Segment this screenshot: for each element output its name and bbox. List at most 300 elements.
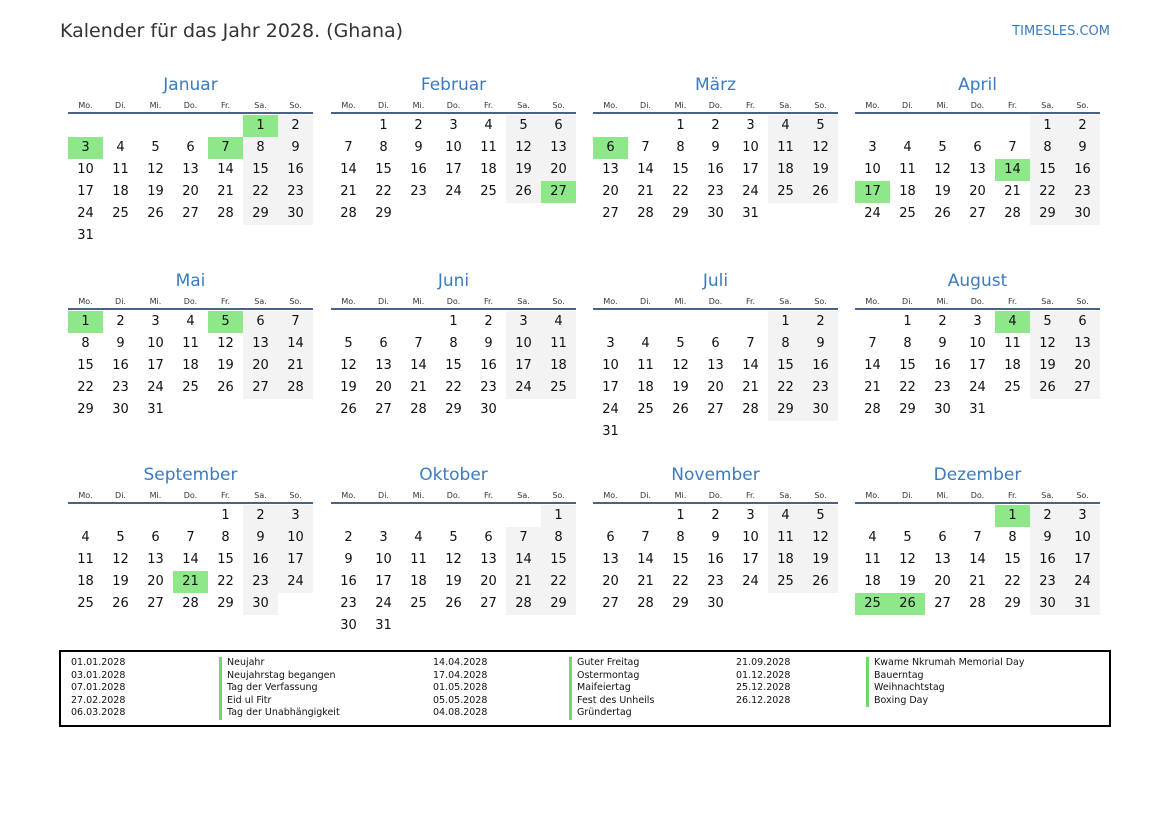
day-cell: 9 [344,552,353,567]
weekday-label: So. [552,101,565,110]
day-cell: 10 [445,140,462,155]
day-cell: 5 [938,140,947,155]
day-cell: 22 [445,380,462,395]
day-cell: 8 [1008,530,1017,545]
legend-holiday-name: Tag der Unabhängigkeit [219,707,340,720]
day-cell: 17 [602,380,619,395]
weekday-label: Di. [115,101,126,110]
empty-cell [103,115,138,137]
day-cell: 12 [217,336,234,351]
day-cell: 18 [182,358,199,373]
weekday-label: So. [289,297,302,306]
day-cell: 12 [340,358,357,373]
day-cell: 7 [1008,140,1017,155]
day-cell: 25 [541,377,576,399]
day-cell: 4 [541,311,576,333]
weekday-label: So. [1076,491,1089,500]
weekday-label: So. [1076,297,1089,306]
day-cell: 25 [182,380,199,395]
weekday-label: Sa. [517,297,530,306]
day-cell: 4 [868,530,877,545]
empty-cell [68,115,103,137]
weekday-header [68,488,313,504]
legend-holiday-name: Bauerntag [866,670,1024,683]
day-cell: 20 [182,184,199,199]
day-cell: 21 [278,355,313,377]
day-cell: 21 [1004,184,1021,199]
day-grid [855,310,1100,421]
day-cell: 27 [602,596,619,611]
day-cell: 17 [742,552,759,567]
day-cell: 24 [278,571,313,593]
weekday-label: Mi. [412,101,425,110]
day-cell: 22 [217,574,234,589]
day-cell: 30 [112,402,129,417]
day-cell: 30 [934,402,951,417]
day-cell: 17 [77,184,94,199]
empty-cell [960,115,995,137]
day-cell: 26 [112,596,129,611]
day-cell: 11 [480,140,497,155]
day-cell: 22 [243,181,278,203]
day-cell: 4 [81,530,90,545]
weekday-label: Fr. [483,101,494,110]
day-cell: 16 [278,159,313,181]
holiday-day-cell: 7 [208,137,243,159]
day-cell: 26 [672,402,689,417]
empty-cell [331,115,366,137]
day-cell: 2 [278,115,313,137]
day-cell: 20 [147,574,164,589]
month-name: Dezember [933,465,1022,485]
day-cell: 21 [217,184,234,199]
day-cell: 6 [541,115,576,137]
day-cell: 5 [151,140,160,155]
month-name: Juni [437,271,470,291]
weekday-label: Do. [970,491,985,500]
empty-cell [138,115,173,137]
legend-date: 26.12.2028 [736,694,791,706]
day-cell: 14 [340,162,357,177]
day-cell: 10 [969,336,986,351]
day-cell: 8 [81,336,90,351]
day-cell: 8 [676,530,685,545]
day-cell: 15 [672,162,689,177]
day-cell: 4 [116,140,125,155]
weekday-label: Fr. [483,491,494,500]
holiday-day-cell: 26 [890,593,925,615]
day-cell: 19 [672,380,689,395]
weekday-label: Do. [708,297,723,306]
weekday-label: So. [814,491,827,500]
day-cell: 21 [410,380,427,395]
day-cell: 19 [112,574,129,589]
day-cell: 11 [1004,336,1021,351]
day-cell: 11 [410,552,427,567]
month-name: August [947,271,1008,291]
day-cell: 16 [707,162,724,177]
day-cell: 2 [344,530,353,545]
day-cell: 10 [602,358,619,373]
day-cell: 26 [147,206,164,221]
month-name: Mai [175,271,206,291]
day-cell: 8 [221,530,230,545]
day-cell: 21 [864,380,881,395]
day-cell: 9 [938,336,947,351]
day-cell: 9 [711,140,720,155]
month-6 [331,268,576,421]
day-cell: 15 [768,355,803,377]
day-grid [593,310,838,443]
day-cell: 20 [934,574,951,589]
day-grid [68,310,313,421]
legend-dates-col-2 [433,657,487,720]
day-cell: 13 [1065,333,1100,355]
day-cell: 23 [803,377,838,399]
weekday-label: So. [814,101,827,110]
day-cell: 25 [112,206,129,221]
day-cell: 15 [445,358,462,373]
empty-cell [995,115,1030,137]
day-cell: 13 [602,552,619,567]
weekday-label: Fr. [220,297,231,306]
weekday-label: Mo. [78,297,93,306]
legend-holiday-name: Boxing Day [866,695,1024,708]
legend-holiday-name: Fest des Unheils [569,695,654,708]
legend-holiday-name: Tag der Verfassung [219,682,340,695]
day-cell: 28 [340,206,357,221]
day-cell: 13 [243,333,278,355]
day-cell: 25 [77,596,94,611]
day-cell: 3 [746,118,755,133]
weekday-label: Mi. [674,491,687,500]
day-cell: 29 [899,402,916,417]
day-cell: 16 [707,552,724,567]
day-cell: 31 [742,206,759,221]
day-cell: 29 [375,206,392,221]
weekday-label: Mo. [865,297,880,306]
day-cell: 18 [77,574,94,589]
day-cell: 22 [672,574,689,589]
day-cell: 24 [506,377,541,399]
day-cell: 11 [541,333,576,355]
day-grid [68,504,313,615]
day-cell: 5 [1030,311,1065,333]
weekday-label: Fr. [745,491,756,500]
day-cell: 1 [1030,115,1065,137]
day-cell: 1 [768,311,803,333]
day-cell: 19 [1030,355,1065,377]
day-cell: 1 [379,118,388,133]
day-cell: 18 [899,184,916,199]
empty-cell [628,505,663,527]
day-cell: 1 [676,118,685,133]
legend-holiday-name: Maifeiertag [569,682,654,695]
day-grid [331,310,576,421]
day-cell: 31 [602,424,619,439]
day-cell: 21 [340,184,357,199]
day-cell: 31 [147,402,164,417]
legend-holiday-name: Eid ul Fitr [219,695,340,708]
empty-cell [663,311,698,333]
day-cell: 7 [414,336,423,351]
day-cell: 7 [868,336,877,351]
day-cell: 5 [344,336,353,351]
day-grid [855,114,1100,225]
day-cell: 25 [768,181,803,203]
day-cell: 29 [1004,596,1021,611]
weekday-label: Mo. [78,491,93,500]
day-cell: 4 [414,530,423,545]
day-cell: 6 [973,140,982,155]
legend-holiday-name: Neujahrstag begangen [219,670,340,683]
day-cell: 27 [375,402,392,417]
day-cell: 18 [112,184,129,199]
empty-cell [890,505,925,527]
day-cell: 23 [410,184,427,199]
empty-cell [506,505,541,527]
day-cell: 1 [903,314,912,329]
weekday-label: Mi. [149,297,162,306]
day-cell: 9 [414,140,423,155]
day-cell: 29 [768,399,803,421]
day-cell: 12 [506,137,541,159]
weekday-label: Sa. [254,101,267,110]
day-cell: 28 [742,402,759,417]
day-cell: 3 [151,314,160,329]
weekday-label: Mo. [865,101,880,110]
day-cell: 30 [1030,593,1065,615]
weekday-label: Mo. [341,101,356,110]
day-cell: 23 [1065,181,1100,203]
day-cell: 6 [1065,311,1100,333]
day-cell: 22 [375,184,392,199]
day-cell: 15 [217,552,234,567]
day-cell: 25 [899,206,916,221]
site-link[interactable]: TIMESLES.COM [1012,24,1110,39]
weekday-header [331,488,576,504]
weekday-label: Mi. [412,491,425,500]
day-cell: 29 [445,402,462,417]
day-grid [68,114,313,247]
day-cell: 6 [379,336,388,351]
day-cell: 9 [1065,137,1100,159]
weekday-label: Sa. [1041,297,1054,306]
day-cell: 5 [506,115,541,137]
day-cell: 19 [340,380,357,395]
day-cell: 14 [182,552,199,567]
day-cell: 3 [868,140,877,155]
empty-cell [103,505,138,527]
day-cell: 28 [637,596,654,611]
weekday-label: Fr. [1007,491,1018,500]
day-cell: 14 [637,552,654,567]
weekday-label: Mi. [149,491,162,500]
holiday-legend [59,650,1111,727]
day-cell: 7 [641,140,650,155]
day-cell: 26 [803,181,838,203]
day-cell: 25 [480,184,497,199]
day-cell: 23 [243,571,278,593]
month-name: März [695,75,736,95]
day-cell: 20 [375,380,392,395]
day-cell: 17 [445,162,462,177]
weekday-label: Mo. [341,297,356,306]
weekday-label: Sa. [517,101,530,110]
day-cell: 13 [934,552,951,567]
day-cell: 30 [1065,203,1100,225]
day-cell: 17 [969,358,986,373]
legend-names-col-3 [866,657,1024,707]
day-cell: 23 [1030,571,1065,593]
day-cell: 10 [77,162,94,177]
day-cell: 5 [803,115,838,137]
day-cell: 23 [707,574,724,589]
weekday-label: Sa. [254,297,267,306]
day-cell: 24 [864,206,881,221]
weekday-header [593,488,838,504]
day-grid [593,114,838,225]
day-cell: 17 [1065,549,1100,571]
day-cell: 21 [506,571,541,593]
weekday-label: Do. [970,297,985,306]
weekday-label: Mi. [149,101,162,110]
weekday-header [855,294,1100,310]
legend-date: 06.03.2028 [71,707,126,719]
day-cell: 19 [803,549,838,571]
day-cell: 30 [278,203,313,225]
day-cell: 3 [606,336,615,351]
day-cell: 30 [340,618,357,633]
day-cell: 25 [637,402,654,417]
day-cell: 2 [116,314,125,329]
day-cell: 17 [375,574,392,589]
day-cell: 30 [803,399,838,421]
day-cell: 4 [641,336,650,351]
weekday-header [855,98,1100,114]
month-name: Februar [420,75,487,95]
day-cell: 23 [112,380,129,395]
legend-holiday-name: Neujahr [219,657,340,670]
legend-date: 25.12.2028 [736,682,791,694]
weekday-label: So. [552,491,565,500]
holiday-day-cell: 27 [541,181,576,203]
day-cell: 26 [803,571,838,593]
legend-names-col-1 [219,657,340,720]
empty-cell [855,505,890,527]
legend-holiday-name: Gründertag [569,707,654,720]
day-cell: 23 [934,380,951,395]
month-3 [593,72,838,225]
day-cell: 31 [969,402,986,417]
weekday-label: Sa. [1041,101,1054,110]
empty-cell [366,505,401,527]
day-cell: 26 [340,402,357,417]
day-cell: 2 [803,311,838,333]
day-cell: 12 [445,552,462,567]
day-cell: 28 [410,402,427,417]
day-cell: 27 [1065,377,1100,399]
day-cell: 18 [541,355,576,377]
day-cell: 12 [112,552,129,567]
weekday-label: Di. [640,101,651,110]
weekday-label: Fr. [745,101,756,110]
day-cell: 11 [182,336,199,351]
weekday-label: Do. [446,297,461,306]
day-cell: 19 [934,184,951,199]
day-cell: 7 [278,311,313,333]
day-cell: 5 [676,336,685,351]
day-cell: 14 [278,333,313,355]
day-cell: 15 [375,162,392,177]
weekday-label: So. [1076,101,1089,110]
day-cell: 24 [742,574,759,589]
day-cell: 31 [375,618,392,633]
month-10 [331,462,576,637]
day-cell: 9 [484,336,493,351]
legend-holiday-name: Guter Freitag [569,657,654,670]
day-cell: 12 [1030,333,1065,355]
holiday-day-cell: 14 [995,159,1030,181]
day-cell: 3 [973,314,982,329]
day-cell: 1 [676,508,685,523]
day-cell: 16 [480,358,497,373]
day-cell: 22 [541,571,576,593]
weekday-label: Mo. [341,491,356,500]
weekday-label: Do. [183,491,198,500]
day-cell: 16 [340,574,357,589]
month-11 [593,462,838,615]
empty-cell [925,115,960,137]
day-cell: 10 [864,162,881,177]
day-cell: 29 [243,203,278,225]
day-cell: 24 [375,596,392,611]
weekday-label: Di. [902,297,913,306]
weekday-label: Mo. [603,491,618,500]
day-cell: 18 [480,162,497,177]
legend-date: 04.08.2028 [433,707,488,719]
day-cell: 7 [746,336,755,351]
day-cell: 22 [672,184,689,199]
day-cell: 9 [278,137,313,159]
day-cell: 13 [602,162,619,177]
weekday-label: Sa. [779,101,792,110]
day-cell: 9 [243,527,278,549]
day-cell: 7 [973,530,982,545]
day-cell: 10 [278,527,313,549]
weekday-label: Mo. [78,101,93,110]
day-cell: 16 [803,355,838,377]
day-cell: 28 [864,402,881,417]
legend-date: 01.12.2028 [736,669,791,681]
day-cell: 14 [410,358,427,373]
day-cell: 17 [278,549,313,571]
month-5 [68,268,313,421]
day-cell: 14 [217,162,234,177]
day-cell: 3 [449,118,458,133]
day-cell: 8 [541,527,576,549]
day-cell: 29 [77,402,94,417]
weekday-label: Do. [183,297,198,306]
day-cell: 18 [410,574,427,589]
weekday-label: Fr. [220,491,231,500]
day-cell: 13 [375,358,392,373]
empty-cell [366,311,401,333]
day-cell: 8 [1030,137,1065,159]
empty-cell [68,505,103,527]
day-cell: 15 [1004,552,1021,567]
weekday-header [68,98,313,114]
